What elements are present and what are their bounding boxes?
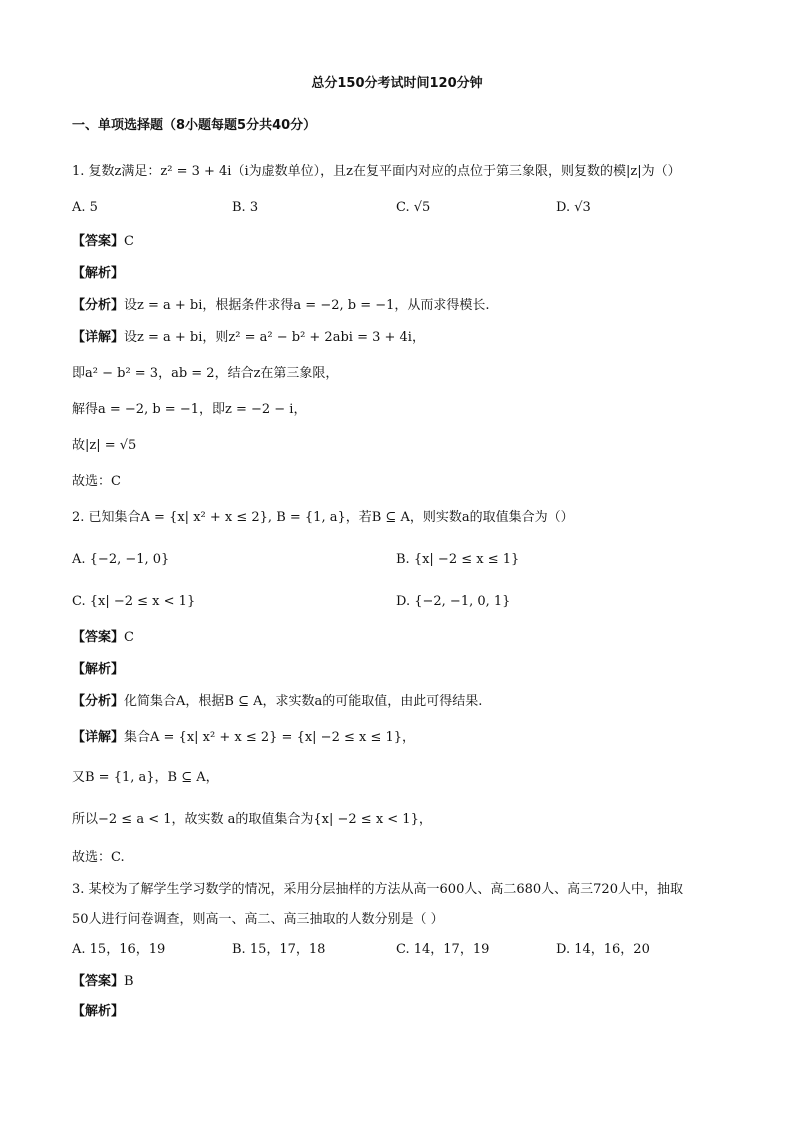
q1-stem: 1. 复数z满足：z² = 3 + 4i（i为虚数单位），且z在复平面内对应的点位于第三象限，则复数的模|z|为（）	[72, 164, 681, 179]
q2-fenxi-text: 化简集合A，根据B ⊆ A，求实数a的可能取值，由此可得结果.	[124, 694, 483, 709]
q1-option-b: B. 3	[232, 200, 259, 215]
xiangjie-tag: 【详解】	[72, 330, 125, 345]
xiangjie-tag: 【详解】	[72, 730, 125, 745]
q1-choose: 故选：C	[72, 474, 121, 489]
q1-option-c: C. √5	[396, 200, 431, 215]
section-heading: 一、单项选择题（8小题每题5分共40分）	[72, 118, 317, 133]
q2-stem: 2. 已知集合A = {x| x² + x ≤ 2}, B = {1, a}，若B ⊆ A，则实数a的取值集合为（）	[72, 510, 574, 525]
q1-option-d: D. √3	[556, 200, 591, 215]
q2-option-a: A. {−2, −1, 0}	[72, 552, 170, 567]
q3-answer-value: B	[124, 974, 134, 989]
q2-analysis-tag: 【解析】	[72, 662, 125, 677]
q3-option-b: B. 15，17，18	[232, 942, 326, 957]
q2-option-c: C. {x| −2 ≤ x < 1}	[72, 594, 196, 609]
q3-stem-line-1: 3. 某校为了解学生学习数学的情况，采用分层抽样的方法从高一600人、高二680人、高三720人中，抽取	[72, 882, 683, 897]
q3-analysis-tag: 【解析】	[72, 1004, 125, 1019]
q2-option-b: B. {x| −2 ≤ x ≤ 1}	[396, 552, 520, 567]
q1-answer-value: C	[124, 234, 134, 249]
q1-analysis-tag: 【解析】	[72, 266, 125, 281]
q1-answer	[72, 232, 134, 252]
q2-step-1: 又B = {1, a}，B ⊆ A，	[72, 770, 219, 785]
q3-option-c: C. 14，17，19	[396, 942, 490, 957]
q2-xiangjie	[72, 728, 415, 748]
q3-option-a: A. 15，16，19	[72, 942, 166, 957]
q2-step-2: 所以−2 ≤ a < 1，故实数 a的取值集合为{x| −2 ≤ x < 1}，	[72, 812, 432, 827]
q2-choose: 故选：C.	[72, 850, 125, 865]
q3-stem-line-2: 50人进行问卷调查，则高一、高二、高三抽取的人数分别是（ ）	[72, 912, 444, 927]
q1-step-3: 故|z| = √5	[72, 438, 137, 453]
q2-answer-value: C	[124, 630, 134, 645]
q1-xiangjie-text: 设z = a + bi，则z² = a² − b² + 2abi = 3 + 4i，	[124, 330, 425, 345]
q1-step-2: 解得a = −2, b = −1，即z = −2 − i，	[72, 402, 307, 417]
answer-tag: 【答案】	[72, 974, 125, 989]
q2-option-d: D. {−2, −1, 0, 1}	[396, 594, 511, 609]
q1-option-a: A. 5	[72, 200, 98, 215]
q2-answer	[72, 628, 134, 648]
q1-fenxi-text: 设z = a + bi，根据条件求得a = −2, b = −1，从而求得模长.	[124, 298, 490, 313]
answer-tag: 【答案】	[72, 234, 125, 249]
q2-xiangjie-text: 集合A = {x| x² + x ≤ 2} = {x| −2 ≤ x ≤ 1}，	[124, 730, 416, 745]
q3-answer	[72, 972, 134, 992]
q1-xiangjie	[72, 328, 425, 348]
fenxi-tag: 【分析】	[72, 298, 125, 313]
q3-option-d: D. 14，16，20	[556, 942, 650, 957]
q1-fenxi	[72, 296, 490, 316]
page-title: 总分150分考试时间120分钟	[311, 76, 483, 91]
fenxi-tag: 【分析】	[72, 694, 125, 709]
q2-fenxi	[72, 692, 482, 712]
q1-step-1: 即a² − b² = 3，ab = 2，结合z在第三象限，	[72, 366, 339, 381]
answer-tag: 【答案】	[72, 630, 125, 645]
